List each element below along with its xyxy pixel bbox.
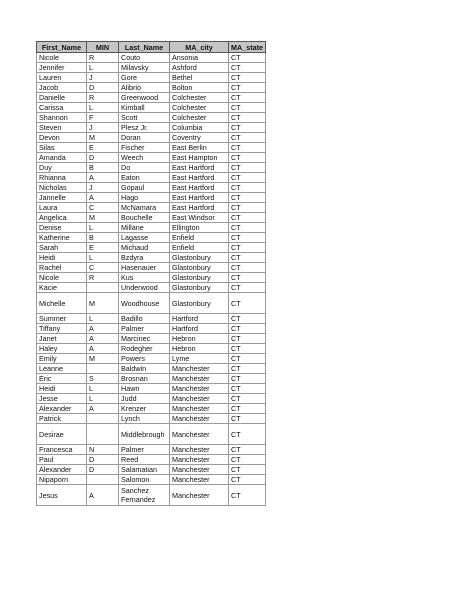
cell-first-name: Jennifer bbox=[37, 63, 87, 73]
cell-last-name: Brosnan bbox=[119, 374, 170, 384]
table-row bbox=[37, 153, 266, 163]
cell-ma-city: Lyme bbox=[170, 354, 229, 364]
cell-ma-city: Manchester bbox=[170, 485, 229, 506]
cell-first-name: Steven bbox=[37, 123, 87, 133]
cell-ma-state: CT bbox=[229, 123, 266, 133]
cell-last-name: Gopaul bbox=[119, 183, 170, 193]
cell-ma-city: Glastonbury bbox=[170, 273, 229, 283]
cell-last-name: Do bbox=[119, 163, 170, 173]
cell-first-name: Jannelle bbox=[37, 193, 87, 203]
cell-ma-state: CT bbox=[229, 475, 266, 485]
records-table bbox=[36, 41, 266, 506]
cell-ma-city: Glastonbury bbox=[170, 253, 229, 263]
table-row bbox=[37, 424, 266, 445]
cell-last-name: Millane bbox=[119, 223, 170, 233]
cell-first-name: Alexander bbox=[37, 404, 87, 414]
cell-first-name: Nicole bbox=[37, 53, 87, 63]
cell-min: A bbox=[87, 173, 119, 183]
table-row bbox=[37, 83, 266, 93]
cell-ma-city: East Hartford bbox=[170, 183, 229, 193]
table-row bbox=[37, 354, 266, 364]
cell-first-name: Francesca bbox=[37, 445, 87, 455]
cell-ma-city: Manchester bbox=[170, 364, 229, 374]
cell-last-name: Doran bbox=[119, 133, 170, 143]
table-row bbox=[37, 273, 266, 283]
cell-min: L bbox=[87, 384, 119, 394]
cell-min: M bbox=[87, 354, 119, 364]
cell-ma-city: Hartford bbox=[170, 324, 229, 334]
cell-ma-state: CT bbox=[229, 283, 266, 293]
cell-min: A bbox=[87, 344, 119, 354]
cell-ma-state: CT bbox=[229, 193, 266, 203]
cell-first-name: Paul bbox=[37, 455, 87, 465]
table-row bbox=[37, 374, 266, 384]
cell-ma-city: East Berlin bbox=[170, 143, 229, 153]
cell-last-name: Reed bbox=[119, 455, 170, 465]
cell-ma-state: CT bbox=[229, 465, 266, 475]
cell-ma-state: CT bbox=[229, 243, 266, 253]
cell-last-name: Scott bbox=[119, 113, 170, 123]
header-row bbox=[37, 42, 266, 53]
cell-ma-state: CT bbox=[229, 273, 266, 283]
cell-last-name: Kus bbox=[119, 273, 170, 283]
cell-ma-state: CT bbox=[229, 173, 266, 183]
cell-first-name: Lauren bbox=[37, 73, 87, 83]
cell-first-name: Devon bbox=[37, 133, 87, 143]
cell-min: M bbox=[87, 293, 119, 314]
cell-ma-city: Glastonbury bbox=[170, 293, 229, 314]
cell-ma-city: Ansonia bbox=[170, 53, 229, 63]
cell-last-name: Kimball bbox=[119, 103, 170, 113]
cell-min bbox=[87, 414, 119, 424]
cell-ma-state: CT bbox=[229, 314, 266, 324]
cell-last-name: Judd bbox=[119, 394, 170, 404]
cell-last-name: Marcinec bbox=[119, 334, 170, 344]
cell-min bbox=[87, 283, 119, 293]
spreadsheet-page bbox=[36, 41, 265, 506]
cell-ma-city: Manchester bbox=[170, 455, 229, 465]
cell-min: L bbox=[87, 223, 119, 233]
cell-ma-state: CT bbox=[229, 374, 266, 384]
cell-last-name: Palmer bbox=[119, 324, 170, 334]
cell-ma-city: Manchester bbox=[170, 394, 229, 404]
cell-min: L bbox=[87, 314, 119, 324]
cell-ma-state: CT bbox=[229, 253, 266, 263]
cell-ma-city: Manchester bbox=[170, 404, 229, 414]
cell-first-name: Denise bbox=[37, 223, 87, 233]
cell-first-name: Kacie bbox=[37, 283, 87, 293]
cell-min: A bbox=[87, 404, 119, 414]
cell-last-name: Alibrio bbox=[119, 83, 170, 93]
cell-first-name: Shannon bbox=[37, 113, 87, 123]
cell-last-name: Underwood bbox=[119, 283, 170, 293]
cell-min: L bbox=[87, 394, 119, 404]
table-row bbox=[37, 314, 266, 324]
cell-min: B bbox=[87, 163, 119, 173]
cell-min: C bbox=[87, 203, 119, 213]
cell-first-name: Angelica bbox=[37, 213, 87, 223]
cell-first-name: Danielle bbox=[37, 93, 87, 103]
cell-min: L bbox=[87, 103, 119, 113]
cell-min: D bbox=[87, 455, 119, 465]
column-header-last-name: Last_Name bbox=[119, 42, 170, 53]
column-header-min: MIN bbox=[87, 42, 119, 53]
cell-min: M bbox=[87, 133, 119, 143]
table-row bbox=[37, 133, 266, 143]
cell-first-name: Rachel bbox=[37, 263, 87, 273]
cell-first-name: Desirae bbox=[37, 424, 87, 445]
cell-ma-state: CT bbox=[229, 354, 266, 364]
cell-last-name: Bouchelle bbox=[119, 213, 170, 223]
cell-first-name: Nicole bbox=[37, 273, 87, 283]
cell-ma-state: CT bbox=[229, 364, 266, 374]
table-row bbox=[37, 183, 266, 193]
cell-ma-city: Enfield bbox=[170, 243, 229, 253]
cell-ma-state: CT bbox=[229, 324, 266, 334]
cell-min: L bbox=[87, 63, 119, 73]
cell-ma-state: CT bbox=[229, 113, 266, 123]
table-row bbox=[37, 73, 266, 83]
cell-ma-city: Manchester bbox=[170, 465, 229, 475]
cell-first-name: Jesus bbox=[37, 485, 87, 506]
cell-min: J bbox=[87, 123, 119, 133]
cell-min: A bbox=[87, 334, 119, 344]
cell-ma-state: CT bbox=[229, 103, 266, 113]
cell-min: A bbox=[87, 485, 119, 506]
cell-last-name: Hago bbox=[119, 193, 170, 203]
cell-ma-state: CT bbox=[229, 334, 266, 344]
cell-ma-state: CT bbox=[229, 485, 266, 506]
cell-ma-state: CT bbox=[229, 233, 266, 243]
cell-ma-state: CT bbox=[229, 263, 266, 273]
cell-last-name: Salamatian bbox=[119, 465, 170, 475]
cell-last-name: Hawn bbox=[119, 384, 170, 394]
cell-min: J bbox=[87, 73, 119, 83]
cell-ma-city: East Hampton bbox=[170, 153, 229, 163]
cell-min: D bbox=[87, 465, 119, 475]
table-row bbox=[37, 485, 266, 506]
cell-last-name: Palmer bbox=[119, 445, 170, 455]
cell-first-name: Nipaporn bbox=[37, 475, 87, 485]
cell-min: E bbox=[87, 243, 119, 253]
cell-last-name: Greenwood bbox=[119, 93, 170, 103]
cell-min: S bbox=[87, 374, 119, 384]
cell-min: B bbox=[87, 233, 119, 243]
table-row bbox=[37, 293, 266, 314]
cell-ma-city: Columbia bbox=[170, 123, 229, 133]
cell-ma-city: Manchester bbox=[170, 445, 229, 455]
cell-min: A bbox=[87, 193, 119, 203]
cell-ma-city: East Windsor bbox=[170, 213, 229, 223]
cell-last-name: Salomon bbox=[119, 475, 170, 485]
table-row bbox=[37, 203, 266, 213]
cell-min bbox=[87, 475, 119, 485]
cell-first-name: Duy bbox=[37, 163, 87, 173]
cell-ma-state: CT bbox=[229, 153, 266, 163]
cell-ma-city: Enfield bbox=[170, 233, 229, 243]
cell-first-name: Laura bbox=[37, 203, 87, 213]
table-row bbox=[37, 455, 266, 465]
cell-min bbox=[87, 424, 119, 445]
cell-first-name: Jacob bbox=[37, 83, 87, 93]
column-header-ma-state: MA_state bbox=[229, 42, 266, 53]
cell-first-name: Heidi bbox=[37, 384, 87, 394]
cell-ma-city: East Hartford bbox=[170, 173, 229, 183]
table-row bbox=[37, 143, 266, 153]
cell-ma-city: East Hartford bbox=[170, 193, 229, 203]
cell-first-name: Rhianna bbox=[37, 173, 87, 183]
cell-first-name: Patrick bbox=[37, 414, 87, 424]
table-row bbox=[37, 53, 266, 63]
cell-min: D bbox=[87, 153, 119, 163]
cell-ma-state: CT bbox=[229, 404, 266, 414]
cell-first-name: Carissa bbox=[37, 103, 87, 113]
cell-ma-city: Manchester bbox=[170, 384, 229, 394]
cell-first-name: Nicholas bbox=[37, 183, 87, 193]
cell-last-name: Hasenauer bbox=[119, 263, 170, 273]
table-row bbox=[37, 263, 266, 273]
cell-min: L bbox=[87, 253, 119, 263]
cell-first-name: Heidi bbox=[37, 253, 87, 263]
cell-ma-state: CT bbox=[229, 163, 266, 173]
cell-first-name: Leanne bbox=[37, 364, 87, 374]
cell-ma-state: CT bbox=[229, 143, 266, 153]
cell-ma-city: Manchester bbox=[170, 424, 229, 445]
cell-ma-state: CT bbox=[229, 93, 266, 103]
table-row bbox=[37, 334, 266, 344]
cell-last-name: Sanchez Fernandez bbox=[119, 485, 170, 506]
cell-last-name: Milavsky bbox=[119, 63, 170, 73]
table-row bbox=[37, 233, 266, 243]
cell-last-name: Rodegher bbox=[119, 344, 170, 354]
cell-ma-city: Bolton bbox=[170, 83, 229, 93]
cell-first-name: Silas bbox=[37, 143, 87, 153]
cell-ma-city: Glastonbury bbox=[170, 263, 229, 273]
cell-last-name: McNamara bbox=[119, 203, 170, 213]
cell-ma-city: Manchester bbox=[170, 475, 229, 485]
cell-last-name: Michaud bbox=[119, 243, 170, 253]
cell-first-name: Michelle bbox=[37, 293, 87, 314]
cell-ma-state: CT bbox=[229, 83, 266, 93]
cell-ma-city: Colchester bbox=[170, 113, 229, 123]
cell-ma-city: Ellington bbox=[170, 223, 229, 233]
table-row bbox=[37, 93, 266, 103]
table-row bbox=[37, 283, 266, 293]
cell-last-name: Krenzer bbox=[119, 404, 170, 414]
table-row bbox=[37, 163, 266, 173]
cell-first-name: Katherine bbox=[37, 233, 87, 243]
cell-last-name: Plesz Jr. bbox=[119, 123, 170, 133]
cell-ma-city: Manchester bbox=[170, 374, 229, 384]
table-row bbox=[37, 384, 266, 394]
cell-ma-state: CT bbox=[229, 344, 266, 354]
cell-ma-state: CT bbox=[229, 133, 266, 143]
cell-last-name: Badillo bbox=[119, 314, 170, 324]
cell-first-name: Tiffany bbox=[37, 324, 87, 334]
cell-ma-city: East Hartford bbox=[170, 203, 229, 213]
table-row bbox=[37, 344, 266, 354]
table-row bbox=[37, 404, 266, 414]
cell-ma-state: CT bbox=[229, 455, 266, 465]
cell-min: R bbox=[87, 53, 119, 63]
cell-first-name: Amanda bbox=[37, 153, 87, 163]
cell-last-name: Baldwin bbox=[119, 364, 170, 374]
cell-ma-city: Manchester bbox=[170, 414, 229, 424]
cell-last-name: Lagasse bbox=[119, 233, 170, 243]
table-row bbox=[37, 113, 266, 123]
cell-last-name: Couto bbox=[119, 53, 170, 63]
cell-ma-city: Hebron bbox=[170, 344, 229, 354]
cell-min: R bbox=[87, 273, 119, 283]
table-row bbox=[37, 465, 266, 475]
cell-ma-state: CT bbox=[229, 293, 266, 314]
cell-min: N bbox=[87, 445, 119, 455]
cell-last-name: Gore bbox=[119, 73, 170, 83]
cell-ma-city: Colchester bbox=[170, 103, 229, 113]
table-row bbox=[37, 173, 266, 183]
cell-ma-state: CT bbox=[229, 203, 266, 213]
cell-ma-state: CT bbox=[229, 445, 266, 455]
cell-last-name: Middlebrough bbox=[119, 424, 170, 445]
cell-min: E bbox=[87, 143, 119, 153]
table-row bbox=[37, 445, 266, 455]
cell-ma-city: Hartford bbox=[170, 314, 229, 324]
cell-first-name: Summer bbox=[37, 314, 87, 324]
cell-ma-state: CT bbox=[229, 424, 266, 445]
table-row bbox=[37, 123, 266, 133]
cell-min: A bbox=[87, 324, 119, 334]
cell-ma-state: CT bbox=[229, 63, 266, 73]
cell-ma-state: CT bbox=[229, 384, 266, 394]
cell-first-name: Alexander bbox=[37, 465, 87, 475]
cell-min: D bbox=[87, 83, 119, 93]
cell-first-name: Emily bbox=[37, 354, 87, 364]
cell-ma-state: CT bbox=[229, 53, 266, 63]
cell-min: R bbox=[87, 93, 119, 103]
cell-ma-state: CT bbox=[229, 223, 266, 233]
cell-ma-state: CT bbox=[229, 73, 266, 83]
cell-ma-city: Ashford bbox=[170, 63, 229, 73]
cell-first-name: Sarah bbox=[37, 243, 87, 253]
cell-last-name: Powers bbox=[119, 354, 170, 364]
table-row bbox=[37, 364, 266, 374]
column-header-first-name: First_Name bbox=[37, 42, 87, 53]
cell-ma-state: CT bbox=[229, 213, 266, 223]
cell-ma-city: Coventry bbox=[170, 133, 229, 143]
cell-last-name: Weech bbox=[119, 153, 170, 163]
cell-min: C bbox=[87, 263, 119, 273]
cell-ma-city: Colchester bbox=[170, 93, 229, 103]
cell-last-name: Fischer bbox=[119, 143, 170, 153]
table-row bbox=[37, 213, 266, 223]
table-row bbox=[37, 243, 266, 253]
table-row bbox=[37, 253, 266, 263]
table-row bbox=[37, 103, 266, 113]
table-row bbox=[37, 324, 266, 334]
cell-min bbox=[87, 364, 119, 374]
table-row bbox=[37, 223, 266, 233]
cell-last-name: Woodhouse bbox=[119, 293, 170, 314]
table-row bbox=[37, 193, 266, 203]
cell-ma-state: CT bbox=[229, 414, 266, 424]
cell-ma-city: Hebron bbox=[170, 334, 229, 344]
table-row bbox=[37, 63, 266, 73]
cell-ma-city: Bethel bbox=[170, 73, 229, 83]
cell-ma-city: Glastonbury bbox=[170, 283, 229, 293]
cell-first-name: Janet bbox=[37, 334, 87, 344]
cell-first-name: Haley bbox=[37, 344, 87, 354]
column-header-ma-city: MA_city bbox=[170, 42, 229, 53]
cell-first-name: Jesse bbox=[37, 394, 87, 404]
cell-min: M bbox=[87, 213, 119, 223]
table-row bbox=[37, 414, 266, 424]
cell-last-name: Eaton bbox=[119, 173, 170, 183]
cell-min: J bbox=[87, 183, 119, 193]
cell-ma-state: CT bbox=[229, 183, 266, 193]
cell-min: F bbox=[87, 113, 119, 123]
table-row bbox=[37, 475, 266, 485]
cell-ma-state: CT bbox=[229, 394, 266, 404]
cell-first-name: Eric bbox=[37, 374, 87, 384]
cell-last-name: Lynch bbox=[119, 414, 170, 424]
cell-ma-city: East Hartford bbox=[170, 163, 229, 173]
table-body bbox=[37, 53, 266, 506]
cell-last-name: Bzdyra bbox=[119, 253, 170, 263]
table-row bbox=[37, 394, 266, 404]
